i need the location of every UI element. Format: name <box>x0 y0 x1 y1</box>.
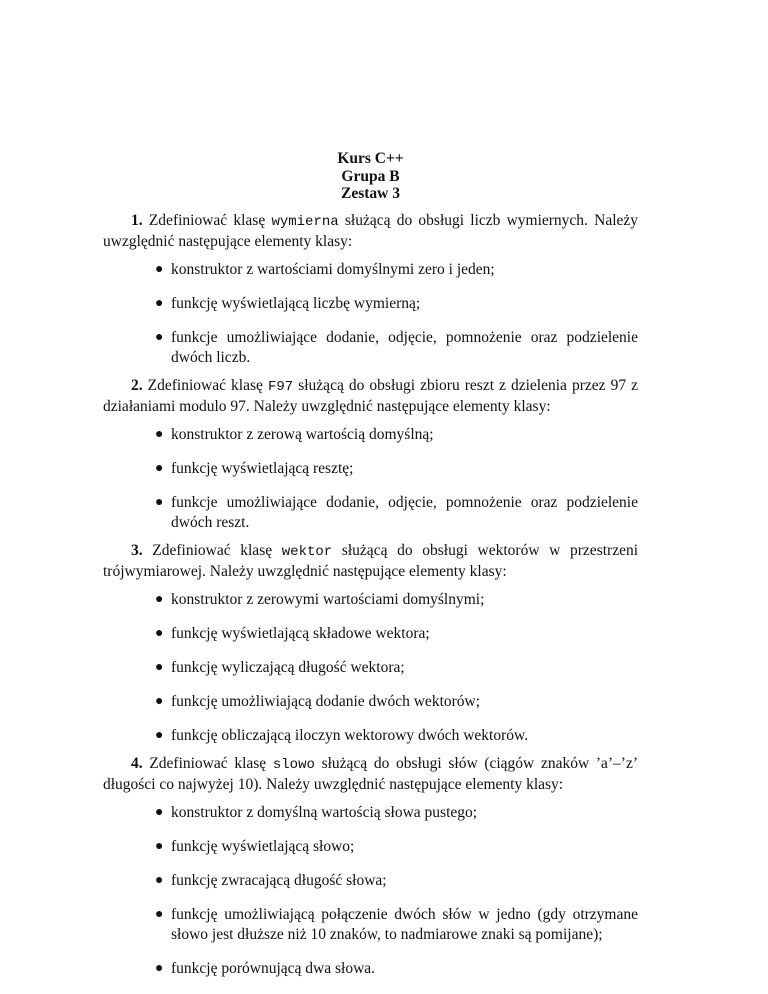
bullet-icon: ● <box>155 804 164 820</box>
task-description: służącą do obsługi zbioru reszt z dzielenia przez 97 z działaniami modulo 97. Należy uwzględnić następujące elementy klasy: <box>103 376 638 415</box>
task-number: 1. <box>131 211 143 229</box>
bullet-icon: ● <box>155 460 164 476</box>
task-text <box>103 376 638 417</box>
bullet-icon: ● <box>155 625 164 641</box>
requirements-list <box>103 803 638 979</box>
list-item: ● konstruktor z zerowymi wartościami domyślnymi; <box>155 590 485 608</box>
list-item: ● funkcję umożliwiającą połączenie dwóch słów w jedno (gdy otrzymane słowo jest dłuższe niż 10 znaków, to nadmiarowe znaki są pomijane); <box>155 905 638 943</box>
list-item: ● funkcje umożliwiające dodanie, odjęcie, pomnożenie oraz podzielenie dwóch reszt. <box>155 493 638 531</box>
class-name: wymierna <box>271 213 339 230</box>
task-description: służącą do obsługi słów (ciągów znaków ’a’–’z’ długości co najwyżej 10). Należy uwzględnić następujące elementy klasy: <box>103 754 638 793</box>
class-name: slowo <box>272 756 315 773</box>
bullet-icon: ● <box>155 872 164 888</box>
bullet-icon: ● <box>155 659 164 675</box>
task-text <box>103 541 638 582</box>
bullet-icon: ● <box>155 591 164 607</box>
bullet-icon: ● <box>155 906 164 922</box>
list-item: ● funkcję porównującą dwa słowa. <box>155 959 376 977</box>
list-item: ● konstruktor z domyślną wartością słowa pustego; <box>155 803 478 821</box>
task-number: 4. <box>131 754 143 772</box>
task-intro: Zdefiniować klasę <box>149 754 267 772</box>
group-label: Grupa B <box>341 167 400 185</box>
task-2 <box>103 376 638 533</box>
task-3 <box>103 541 638 746</box>
bullet-icon: ● <box>155 494 164 510</box>
bullet-icon: ● <box>155 295 164 311</box>
bullet-icon: ● <box>155 727 164 743</box>
list-item: ● konstruktor z wartościami domyślnymi zero i jeden; <box>155 260 495 278</box>
task-number: 3. <box>131 541 143 559</box>
task-description: służącą do obsługi wektorów w przestrzeni trójwymiarowej. Należy uwzględnić następujące elementy klasy: <box>103 541 639 580</box>
requirements-list <box>103 260 638 368</box>
task-text <box>103 754 638 795</box>
list-item: ● funkcję wyliczającą długość wektora; <box>155 658 405 676</box>
course-title: Kurs C++ <box>337 150 404 167</box>
class-name: F97 <box>267 378 294 395</box>
document-page <box>103 150 638 987</box>
task-text <box>103 211 638 252</box>
task-1 <box>103 211 638 368</box>
list-item: ● konstruktor z zerową wartością domyślną; <box>155 425 434 443</box>
list-item: ● funkcję wyświetlającą resztę; <box>155 459 354 477</box>
task-intro: Zdefiniować klasę <box>148 211 266 229</box>
bullet-icon: ● <box>155 838 164 854</box>
list-item: ● funkcję wyświetlającą słowo; <box>155 837 355 855</box>
bullet-icon: ● <box>155 329 164 345</box>
bullet-icon: ● <box>155 261 164 277</box>
class-name: wektor <box>281 543 333 560</box>
set-label: Zestaw 3 <box>341 185 400 202</box>
bullet-icon: ● <box>155 693 164 709</box>
document-header <box>103 150 638 203</box>
bullet-icon: ● <box>155 960 164 976</box>
task-number: 2. <box>131 376 143 394</box>
requirements-list <box>103 425 638 533</box>
list-item: ● funkcję umożliwiającą dodanie dwóch wektorów; <box>155 692 481 710</box>
task-description: służącą do obsługi liczb wymiernych. Należy uwzględnić następujące elementy klasy: <box>103 211 639 250</box>
task-intro: Zdefiniować klasę <box>147 376 263 394</box>
requirements-list <box>103 590 638 746</box>
bullet-icon: ● <box>155 426 164 442</box>
list-item: ● funkcję obliczającą iloczyn wektorowy dwóch wektorów. <box>155 726 529 744</box>
list-item: ● funkcję zwracającą długość słowa; <box>155 871 387 889</box>
task-4 <box>103 754 638 979</box>
task-intro: Zdefiniować klasę <box>152 541 273 559</box>
list-item: ● funkcje umożliwiające dodanie, odjęcie, pomnożenie oraz podzielenie dwóch liczb. <box>155 328 638 366</box>
list-item: ● funkcję wyświetlającą składowe wektora; <box>155 624 430 642</box>
list-item: ● funkcję wyświetlającą liczbę wymierną; <box>155 294 421 312</box>
